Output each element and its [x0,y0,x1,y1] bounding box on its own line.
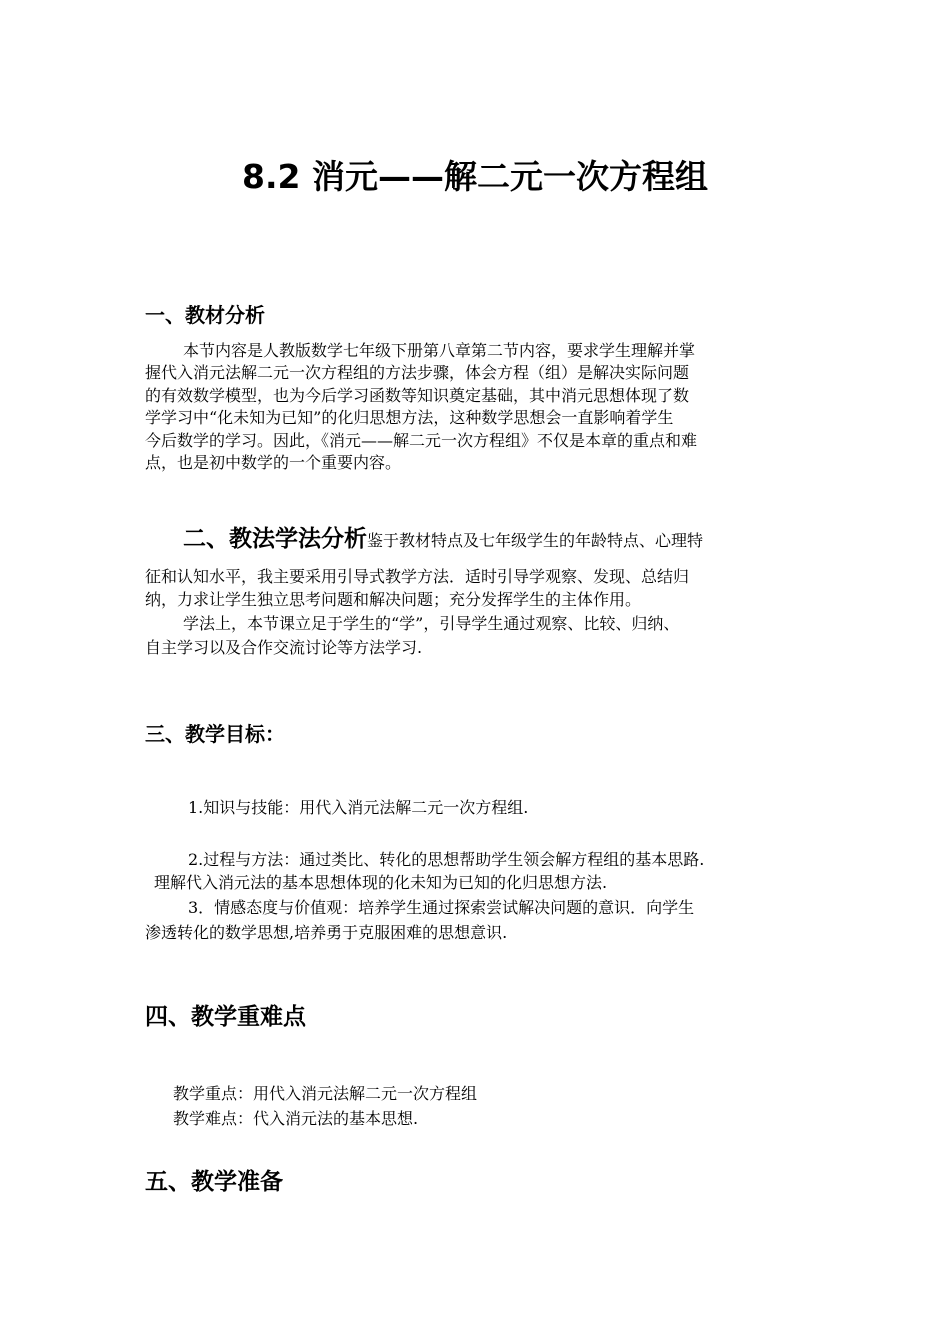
section-2-first-line [183,524,703,556]
document-title: 8.2 消元——解二元一次方程组 [242,157,708,196]
paragraph-line: 2.过程与方法：通过类比、转化的思想帮助学生领会解方程组的基本思路. [188,850,705,869]
paragraph-line: 3．情感态度与价值观：培养学生通过探索尝试解决问题的意识．向学生 [188,898,695,917]
paragraph-line: 的有效数学模型，也为今后学习函数等知识奠定基础，其中消元思想体现了数 [145,386,690,405]
paragraph-line: 理解代入消元法的基本思想体现的化未知为已知的化归思想方法. [154,873,608,892]
paragraph-line: 本节内容是人教版数学七年级下册第八章第二节内容，要求学生理解并掌 [183,341,696,360]
paragraph-line: 点，也是初中数学的一个重要内容。 [145,453,402,472]
paragraph-line: 自主学习以及合作交流讨论等方法学习. [145,638,423,657]
section-heading-method-analysis: 二、教法学法分析 [183,526,367,552]
paragraph-line: 渗透转化的数学思想,培养勇于克服困难的思想意识. [145,923,508,942]
paragraph-line: 征和认知水平，我主要采用引导式教学方法．适时引导学观察、发现、总结归 [145,567,690,586]
paragraph-line: 纳，力求让学生独立思考问题和解决问题；充分发挥学生的主体作用。 [145,590,642,609]
section-heading-preparation: 五、教学准备 [145,1169,283,1195]
paragraph-line: 教学重点：用代入消元法解二元一次方程组 [173,1084,478,1103]
paragraph-inline-text: 鉴于教材特点及七年级学生的年龄特点、心理特 [367,531,704,550]
paragraph-line: 学学习中“化未知为已知”的化归思想方法，这种数学思想会一直影响着学生 [145,408,674,427]
section-heading-textbook-analysis: 一、教材分析 [145,303,265,327]
paragraph-line: 今后数学的学习。因此，《消元——解二元一次方程组》不仅是本章的重点和难 [145,431,698,450]
section-heading-teaching-goals: 三、教学目标： [145,722,285,746]
section-heading-key-points: 四、教学重难点 [145,1004,306,1030]
paragraph-line: 学法上，本节课立足于学生的“学”，引导学生通过观察、比较、归纳、 [183,614,680,633]
paragraph-line: 握代入消元法解二元一次方程组的方法步骤，体会方程（组）是解决实际问题 [145,363,690,382]
paragraph-line: 教学难点：代入消元法的基本思想. [173,1109,419,1128]
paragraph-line: 1.知识与技能：用代入消元法解二元一次方程组. [188,798,529,817]
